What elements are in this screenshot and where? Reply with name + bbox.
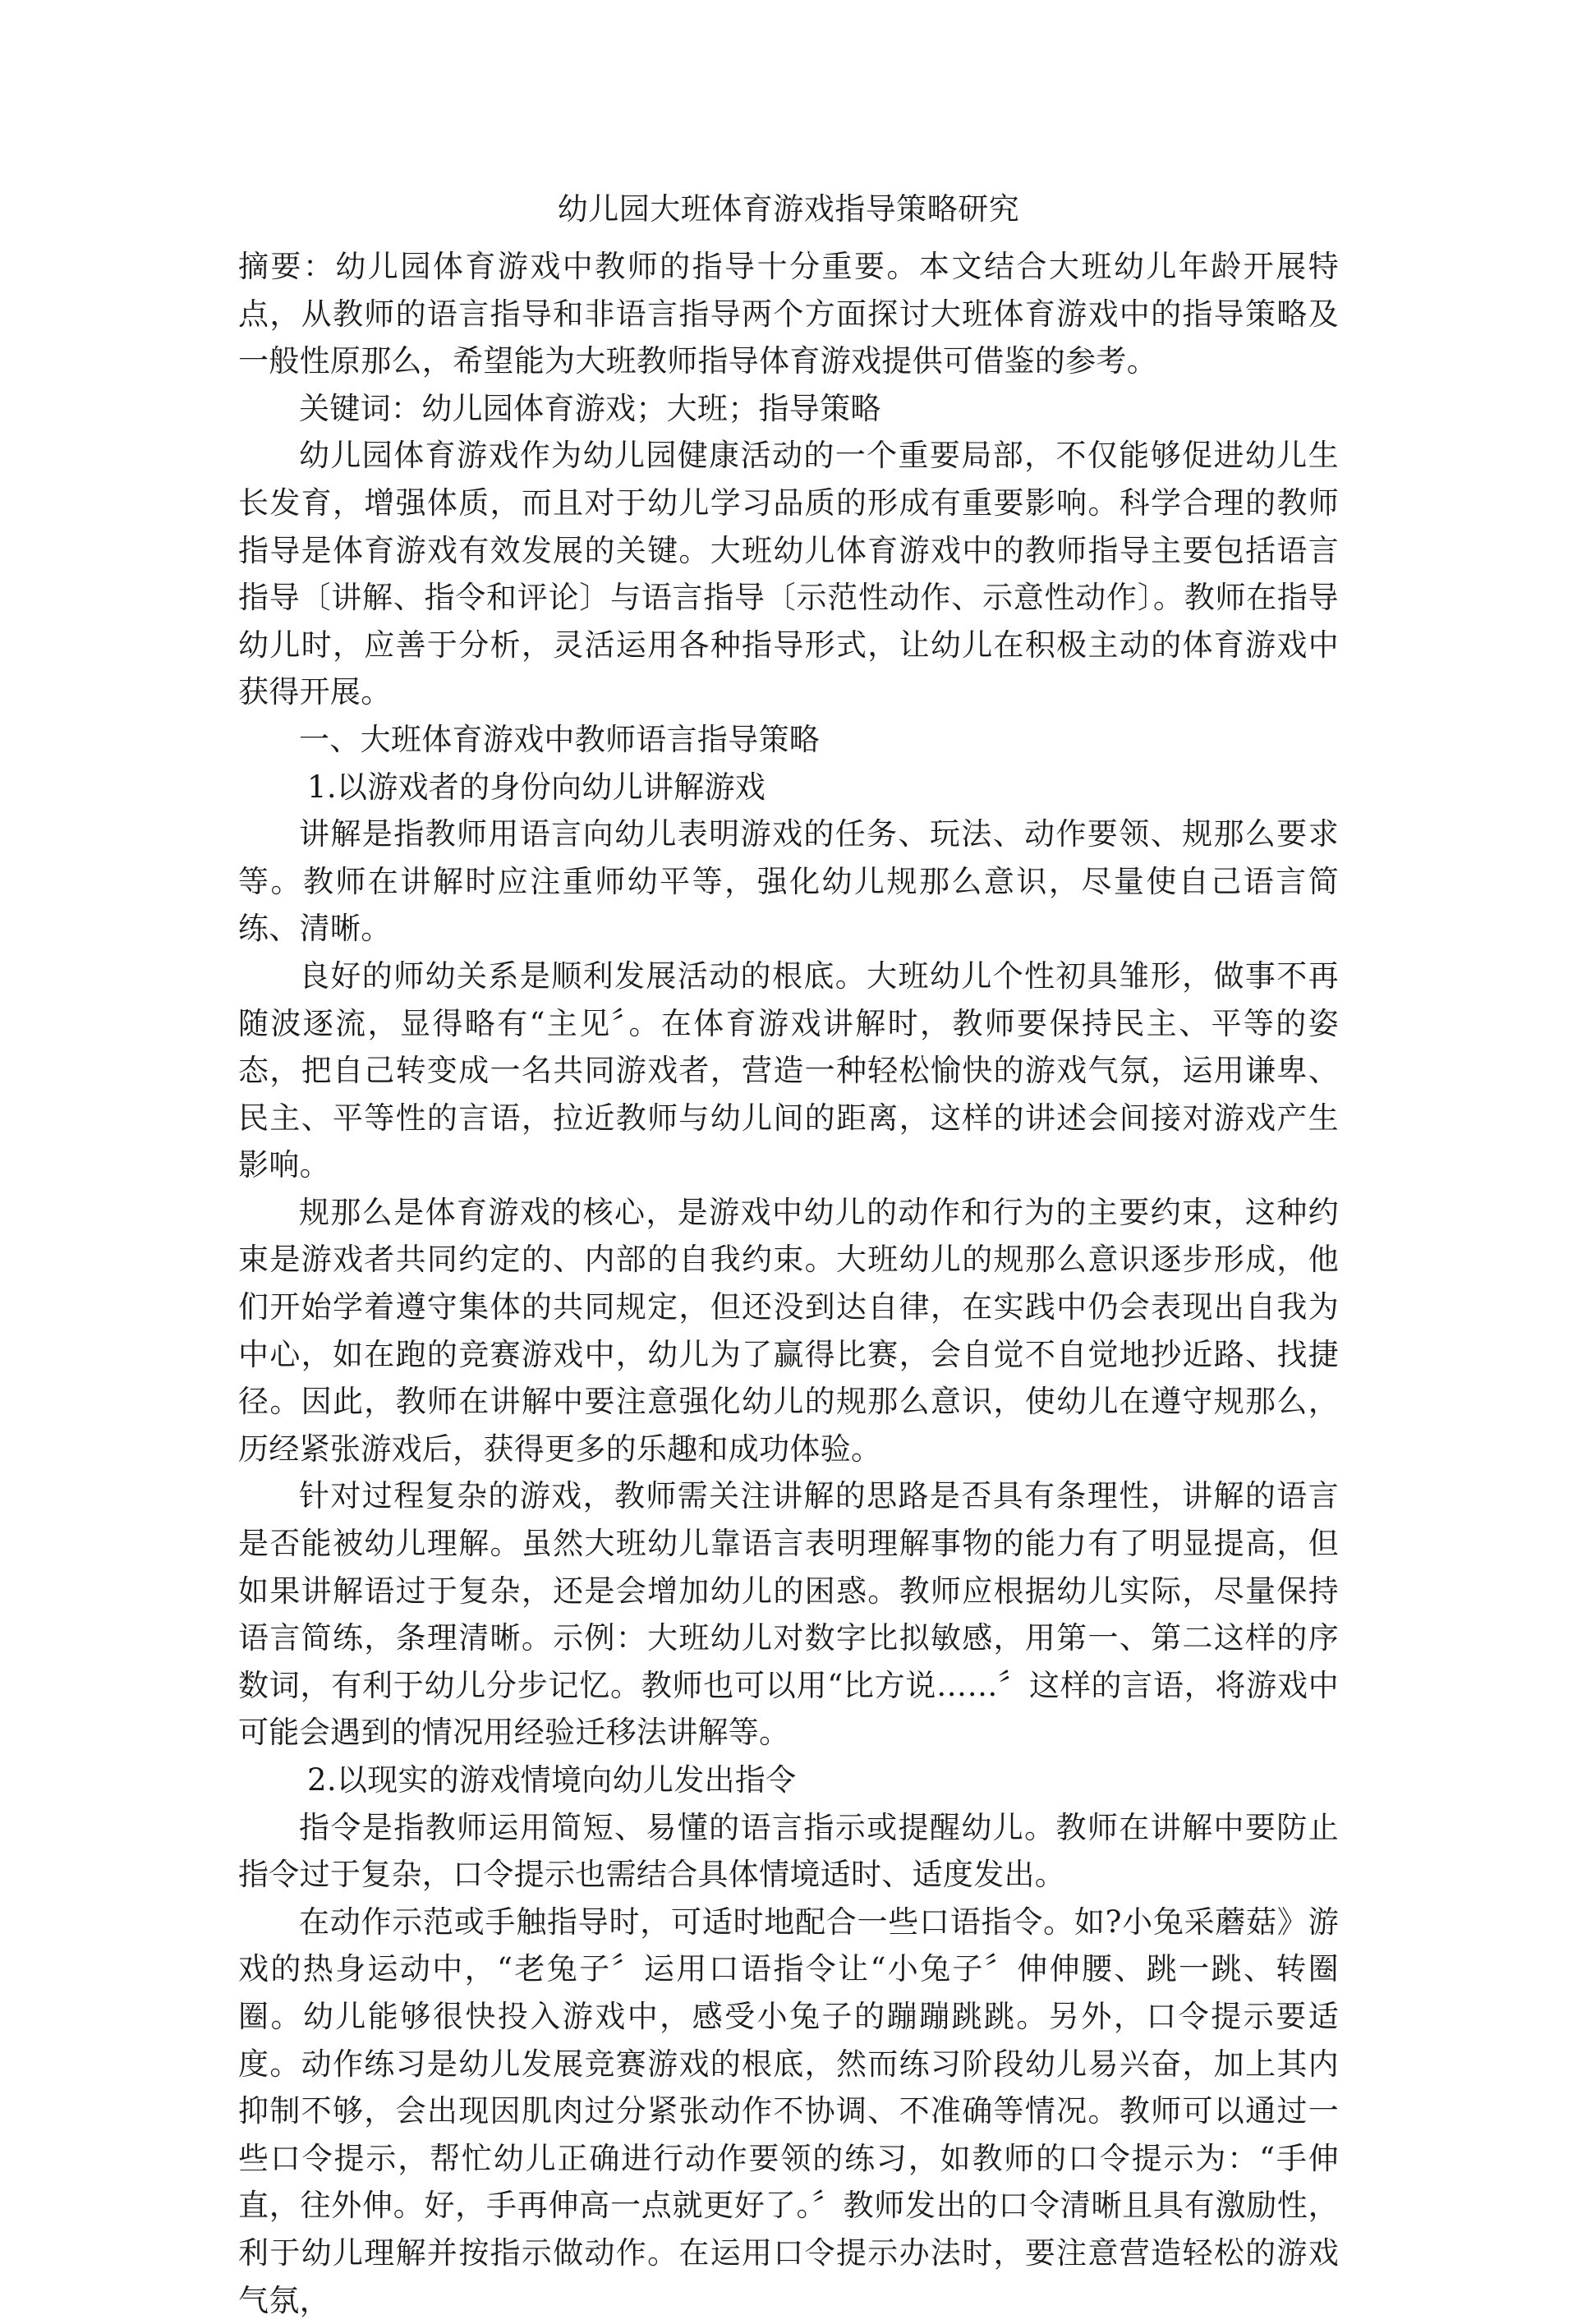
body-paragraph: 指令是指教师运用简短、易懂的语言指示或提醒幼儿。教师在讲解中要防止指令过于复杂，口令提示也需结合具体情境适时、适度发出。: [238, 1809, 1339, 1893]
body-paragraph: 在动作示范或手触指导时，可适时地配合一些口语指令。如?小兔采蘑菇》游戏的热身运动中，“老兔子〞运用口语指令让“小兔子〞伸伸腰、跳一跳、转圈圈。幼儿能够很快投入游戏中，感受小兔子的蹦蹦跳跳。另外，口令提示要适度。动作练习是幼儿发展竞赛游戏的根底，然而练习阶段幼儿易兴奋，加上其内抑制不够，会出现因肌肉过分紧张动作不协调、不准确等情况。教师可以通过一些口令提示，帮忙幼儿正确进行动作要领的练习，如教师的口令提示为：“手伸直，往外伸。好，手再伸高一点就更好了。〞教师发出的口令清晰且具有激励性，利于幼儿理解并按指示做动作。在运用口令提示办法时，要注意营造轻松的游戏气氛，: [238, 1904, 1339, 2318]
body-paragraph: 良好的师幼关系是顺利发展活动的根底。大班幼儿个性初具雏形，做事不再随波逐流，显得略有“主见〞。在体育游戏讲解时，教师要保持民主、平等的姿态，把自己转变成一名共同游戏者，营造一种轻松愉快的游戏气氛，运用谦卑、民主、平等性的言语，拉近教师与幼儿间的距离，这样的讲述会间接对游戏产生影响。: [238, 958, 1339, 1183]
document-body: [238, 186, 1339, 2324]
subsection-heading-2: 2.以现实的游戏情境向幼儿发出指令: [307, 1762, 797, 1798]
section-heading-1: 一、大班体育游戏中教师语言指导策略: [299, 721, 821, 757]
document-title: 幼儿园大班体育游戏指导策略研究: [557, 191, 1020, 227]
keywords-paragraph: 关键词：幼儿园体育游戏；大班；指导策略: [299, 390, 881, 426]
body-paragraph: 讲解是指教师用语言向幼儿表明游戏的任务、玩法、动作要领、规那么要求等。教师在讲解时应注重师幼平等，强化幼儿规那么意识，尽量使自己语言简练、清晰。: [238, 816, 1339, 947]
subsection-heading-1: 1.以游戏者的身份向幼儿讲解游戏: [307, 769, 766, 805]
intro-paragraph: 幼儿园体育游戏作为幼儿园健康活动的一个重要局部，不仅能够促进幼儿生长发育，增强体质，而且对于幼儿学习品质的形成有重要影响。科学合理的教师指导是体育游戏有效发展的关键。大班幼儿体育游戏中的教师指导主要包括语言指导〔讲解、指令和评论〕与语言指导〔示范性动作、示意性动作〕。教师在指导幼儿时，应善于分析，灵活运用各种指导形式，让幼儿在积极主动的体育游戏中获得开展。: [238, 438, 1339, 710]
body-paragraph: 针对过程复杂的游戏，教师需关注讲解的思路是否具有条理性，讲解的语言是否能被幼儿理解。虽然大班幼儿靠语言表明理解事物的能力有了明显提高，但如果讲解语过于复杂，还是会增加幼儿的困惑。教师应根据幼儿实际，尽量保持语言简练，条理清晰。示例：大班幼儿对数字比拟敏感，用第一、第二这样的序数词，有利于幼儿分步记忆。教师也可以用“比方说……〞这样的言语，将游戏中可能会遇到的情况用经验迁移法讲解等。: [238, 1478, 1339, 1751]
abstract-paragraph: 摘要：幼儿园体育游戏中教师的指导十分重要。本文结合大班幼儿年龄开展特点，从教师的语言指导和非语言指导两个方面探讨大班体育游戏中的指导策略及一般性原那么，希望能为大班教师指导体育游戏提供可借鉴的参考。: [238, 249, 1339, 379]
body-paragraph: 规那么是体育游戏的核心，是游戏中幼儿的动作和行为的主要约束，这种约束是游戏者共同约定的、内部的自我约束。大班幼儿的规那么意识逐步形成，他们开始学着遵守集体的共同规定，但还没到达自律，在实践中仍会表现出自我为中心，如在跑的竞赛游戏中，幼儿为了赢得比赛，会自觉不自觉地抄近路、找捷径。因此，教师在讲解中要注意强化幼儿的规那么意识，使幼儿在遵守规那么，历经紧张游戏后，获得更多的乐趣和成功体验。: [238, 1194, 1339, 1467]
